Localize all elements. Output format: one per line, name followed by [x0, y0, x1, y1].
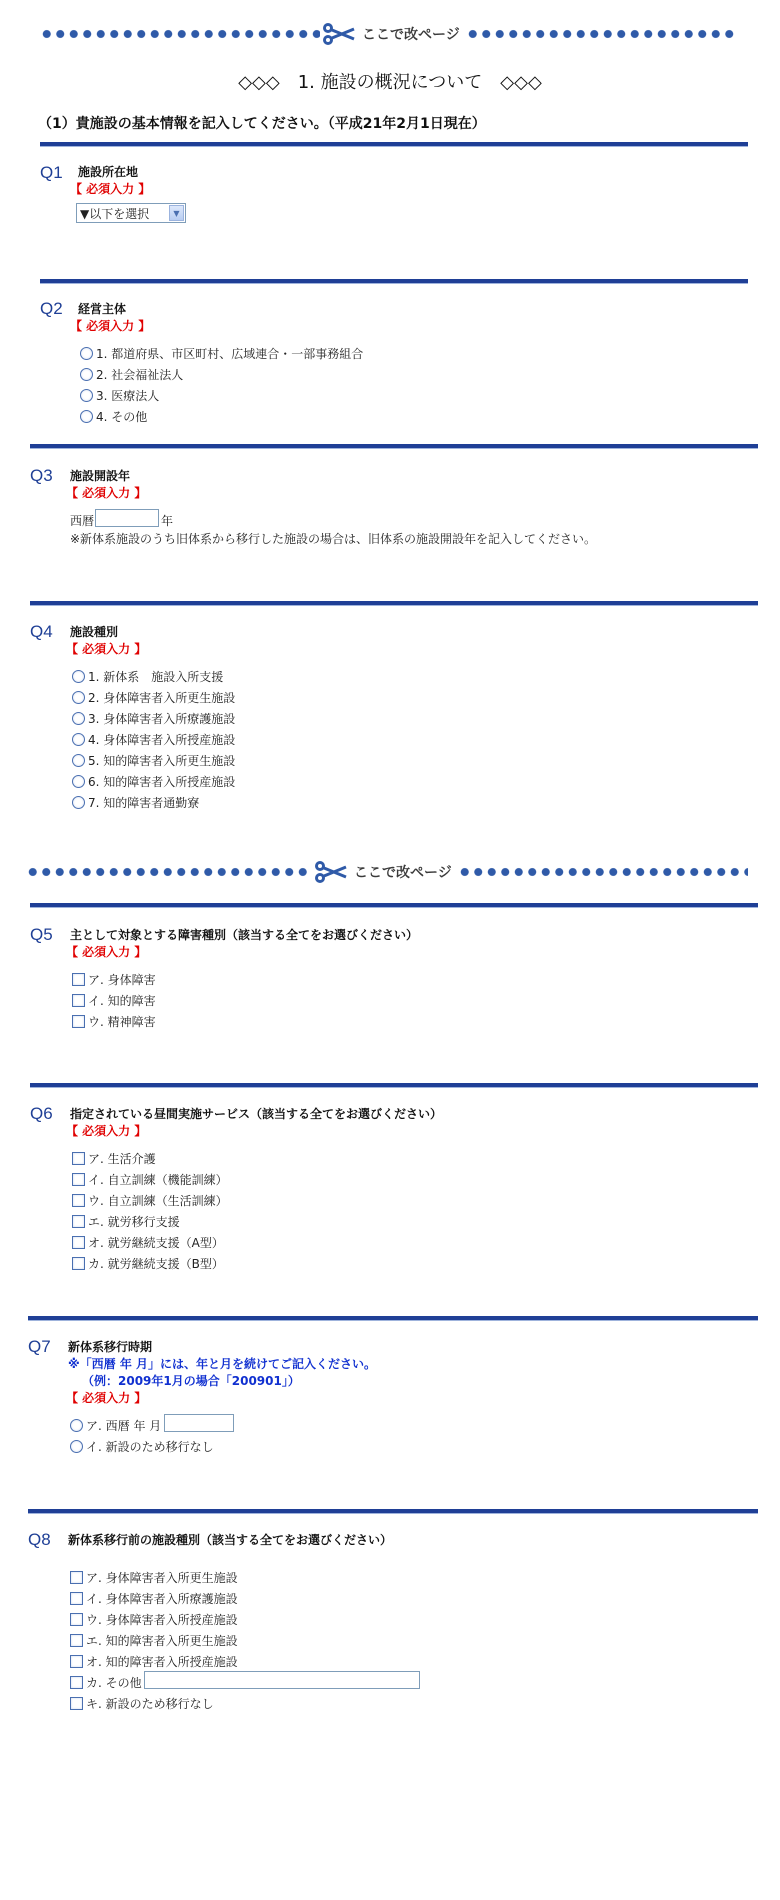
option-label: エ. 知的障害者入所更生施設: [86, 1634, 238, 1648]
format-example: （例：2009年1月の場合「200901」）: [82, 1374, 300, 1388]
required-label: 【 必須入力 】: [66, 1124, 147, 1138]
checkbox-option[interactable]: [70, 1569, 238, 1586]
radio-button[interactable]: [80, 368, 93, 381]
radio-button[interactable]: [72, 754, 85, 767]
section-divider: [30, 903, 758, 908]
checkbox-option[interactable]: [70, 1632, 238, 1649]
checkbox[interactable]: [72, 1173, 85, 1186]
option-label: イ. 自立訓練（機能訓練）: [88, 1173, 228, 1187]
required-label: 【 必須入力 】: [70, 182, 151, 196]
radio-button[interactable]: [80, 389, 93, 402]
dotted-line: [26, 867, 312, 877]
radio-button[interactable]: [70, 1440, 83, 1453]
checkbox-option[interactable]: [70, 1695, 214, 1712]
radio-button[interactable]: [80, 347, 93, 360]
option-label: ア. 西暦 年 月: [86, 1419, 162, 1433]
radio-button[interactable]: [70, 1419, 83, 1432]
option-label: イ. 身体障害者入所療護施設: [86, 1592, 238, 1606]
option-label: 2. 身体障害者入所更生施設: [88, 691, 236, 705]
option-label: 5. 知的障害者入所更生施設: [88, 754, 236, 768]
checkbox[interactable]: [70, 1571, 83, 1584]
dotted-line: [466, 29, 736, 39]
question-number: Q3: [30, 466, 53, 485]
checkbox[interactable]: [72, 994, 85, 1007]
section-divider: [30, 444, 758, 449]
section-subheading: （1）貴施設の基本情報を記入してください。（平成21年2月1日現在）: [38, 116, 486, 132]
checkbox[interactable]: [72, 973, 85, 986]
opening-year-input[interactable]: [95, 509, 159, 527]
required-label: 【 必須入力 】: [70, 319, 151, 333]
required-label: 【 必須入力 】: [66, 1391, 147, 1405]
checkbox-option[interactable]: [72, 1171, 228, 1188]
question-note: ※新体系施設のうち旧体系から移行した施設の場合は、旧体系の施設開設年を記入してください。: [70, 532, 597, 546]
checkbox-option[interactable]: [72, 1213, 180, 1230]
dotted-line: [40, 29, 320, 39]
checkbox-option[interactable]: [70, 1653, 238, 1670]
option-label: 7. 知的障害者通勤寮: [88, 796, 200, 810]
checkbox[interactable]: [70, 1697, 83, 1710]
radio-button[interactable]: [72, 691, 85, 704]
required-label: 【 必須入力 】: [66, 642, 147, 656]
question-title: 指定されている昼間実施サービス（該当する全てをお選びください）: [70, 1107, 443, 1121]
question-number: Q6: [30, 1104, 53, 1123]
chevron-down-icon: ▼: [169, 205, 184, 221]
question-number: Q8: [28, 1530, 51, 1549]
question-title: 施設開設年: [70, 469, 131, 483]
section-divider: [30, 1083, 758, 1088]
question-title: 施設種別: [70, 625, 119, 639]
option-label: カ. 就労継続支援（B型）: [88, 1257, 224, 1271]
question-number: Q5: [30, 925, 53, 944]
checkbox-option[interactable]: [70, 1674, 142, 1691]
option-label: ウ. 精神障害: [88, 1015, 156, 1029]
checkbox[interactable]: [70, 1634, 83, 1647]
radio-button[interactable]: [72, 775, 85, 788]
section-divider: [40, 279, 748, 284]
section-divider: [30, 601, 758, 606]
radio-option[interactable]: [72, 731, 235, 748]
option-label: ア. 身体障害: [88, 973, 156, 987]
question-title: 施設所在地: [78, 165, 139, 179]
dotted-line: [458, 867, 748, 877]
checkbox[interactable]: [70, 1655, 83, 1668]
option-label: 2. 社会福祉法人: [96, 368, 184, 382]
option-label: ウ. 自立訓練（生活訓練）: [88, 1194, 228, 1208]
option-label: ア. 生活介護: [88, 1152, 156, 1166]
option-label: オ. 就労継続支援（A型）: [88, 1236, 224, 1250]
checkbox-option[interactable]: [72, 1150, 156, 1167]
checkbox-option[interactable]: [72, 1192, 228, 1209]
question-number: Q2: [40, 299, 63, 318]
page-break-separator: [26, 860, 766, 884]
radio-button[interactable]: [72, 796, 85, 809]
question-number: Q4: [30, 622, 53, 641]
checkbox[interactable]: [70, 1592, 83, 1605]
radio-option[interactable]: [70, 1438, 214, 1455]
radio-option[interactable]: [80, 408, 147, 425]
required-label: 【 必須入力 】: [66, 945, 147, 959]
radio-option[interactable]: [72, 710, 235, 727]
radio-option[interactable]: [72, 773, 235, 790]
radio-button[interactable]: [72, 670, 85, 683]
checkbox-option[interactable]: [70, 1611, 238, 1628]
question-title: 新体系移行時期: [68, 1340, 153, 1354]
checkbox-option[interactable]: [72, 1255, 224, 1272]
checkbox[interactable]: [72, 1152, 85, 1165]
radio-option[interactable]: [80, 345, 363, 362]
format-note: ※「西暦 年 月」には、年と月を続けてご記入ください。: [68, 1357, 377, 1371]
radio-option[interactable]: [72, 752, 235, 769]
option-label: イ. 知的障害: [88, 994, 156, 1008]
select-value: ▼以下を選択: [80, 206, 150, 221]
radio-option[interactable]: [70, 1417, 161, 1434]
radio-button[interactable]: [72, 712, 85, 725]
option-label: 4. その他: [96, 410, 148, 424]
radio-option[interactable]: [72, 668, 223, 685]
radio-option[interactable]: [72, 794, 199, 811]
radio-button[interactable]: [72, 733, 85, 746]
checkbox-option[interactable]: [72, 1013, 156, 1030]
checkbox[interactable]: [70, 1676, 83, 1689]
checkbox-option[interactable]: [72, 992, 156, 1009]
question-title: 新体系移行前の施設種別（該当する全てをお選びください）: [68, 1533, 393, 1547]
checkbox-option[interactable]: [72, 1234, 224, 1251]
year-suffix: 年: [161, 514, 174, 528]
option-label: 3. 医療法人: [96, 389, 160, 403]
option-label: ウ. 身体障害者入所授産施設: [86, 1613, 238, 1627]
option-label: 3. 身体障害者入所療護施設: [88, 712, 236, 726]
radio-option[interactable]: [72, 689, 235, 706]
section-divider: [28, 1509, 758, 1514]
required-label: 【 必須入力 】: [66, 486, 147, 500]
radio-option[interactable]: [80, 387, 159, 404]
question-number: Q1: [40, 163, 63, 182]
option-label: イ. 新設のため移行なし: [86, 1440, 214, 1454]
other-facility-input[interactable]: [144, 1671, 420, 1689]
option-label: ア. 身体障害者入所更生施設: [86, 1571, 238, 1585]
page-break-label: ここで改ページ: [362, 27, 460, 43]
question-title: 経営主体: [78, 302, 127, 316]
option-label: キ. 新設のため移行なし: [86, 1697, 214, 1711]
option-label: 1. 都道府県、市区町村、広域連合・一部事務組合: [96, 347, 364, 361]
section-divider: [28, 1316, 758, 1321]
option-label: 4. 身体障害者入所授産施設: [88, 733, 236, 747]
checkbox[interactable]: [72, 1194, 85, 1207]
transition-date-input[interactable]: [164, 1414, 234, 1432]
page-break-separator: [40, 22, 750, 46]
radio-button[interactable]: [80, 410, 93, 423]
scissors-icon: [312, 860, 348, 884]
radio-option[interactable]: [80, 366, 183, 383]
option-label: オ. 知的障害者入所授産施設: [86, 1655, 238, 1669]
scissors-icon: [320, 22, 356, 46]
option-label: 6. 知的障害者入所授産施設: [88, 775, 236, 789]
question-title: 主として対象とする障害種別（該当する全てをお選びください）: [70, 928, 419, 942]
checkbox-option[interactable]: [72, 971, 156, 988]
checkbox[interactable]: [72, 1015, 85, 1028]
option-label: エ. 就労移行支援: [88, 1215, 180, 1229]
year-prefix: 西暦: [70, 514, 95, 528]
checkbox[interactable]: [72, 1215, 85, 1228]
question-number: Q7: [28, 1337, 51, 1356]
checkbox[interactable]: [70, 1613, 83, 1626]
prefecture-select[interactable]: [76, 203, 186, 223]
option-label: 1. 新体系 施設入所支援: [88, 670, 224, 684]
page-break-label: ここで改ページ: [354, 865, 452, 881]
checkbox[interactable]: [72, 1236, 85, 1249]
checkbox[interactable]: [72, 1257, 85, 1270]
checkbox-option[interactable]: [70, 1590, 238, 1607]
section-divider: [40, 142, 748, 147]
option-label: カ. その他: [86, 1676, 142, 1690]
section-heading: ◇◇◇ 1. 施設の概況について ◇◇◇: [238, 72, 542, 93]
